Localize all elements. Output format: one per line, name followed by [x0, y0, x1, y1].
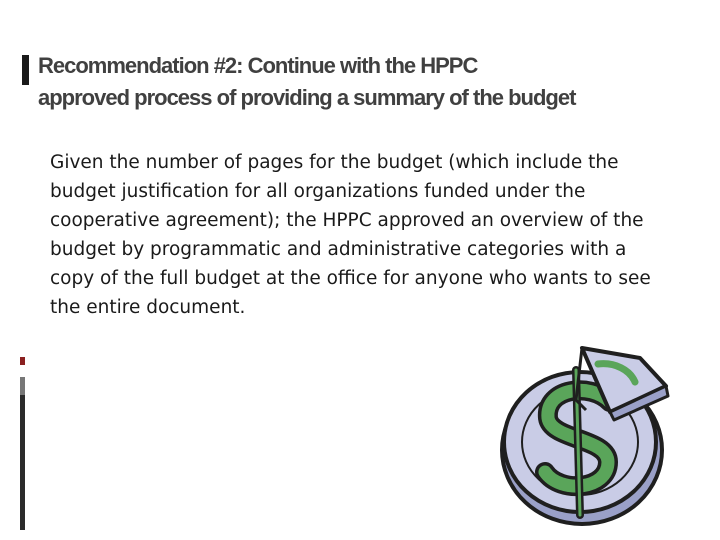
slide-title-line-2: approved process of providing a summary of the budget [38, 85, 576, 110]
side-decorative-stripes [20, 357, 25, 530]
stripe-dark [20, 395, 25, 530]
stripe-red [20, 357, 25, 365]
stripe-gray [20, 377, 25, 395]
slide-title [38, 50, 698, 114]
slide-body-text: Given the number of pages for the budget (which include the budget justification for all organizations funded under the cooperative agreement); the HPPC approved an overview of the budget by programmatic and administrative categories with a copy of the full budget at the office for anyone who wants to see the entire document. [50, 152, 651, 318]
title-accent-bar [22, 55, 29, 85]
stripe-gap [20, 365, 25, 377]
slide-title-line-1: Recommendation #2: Continue with the HPPC [38, 53, 478, 78]
dollar-coin-icon [490, 340, 675, 530]
